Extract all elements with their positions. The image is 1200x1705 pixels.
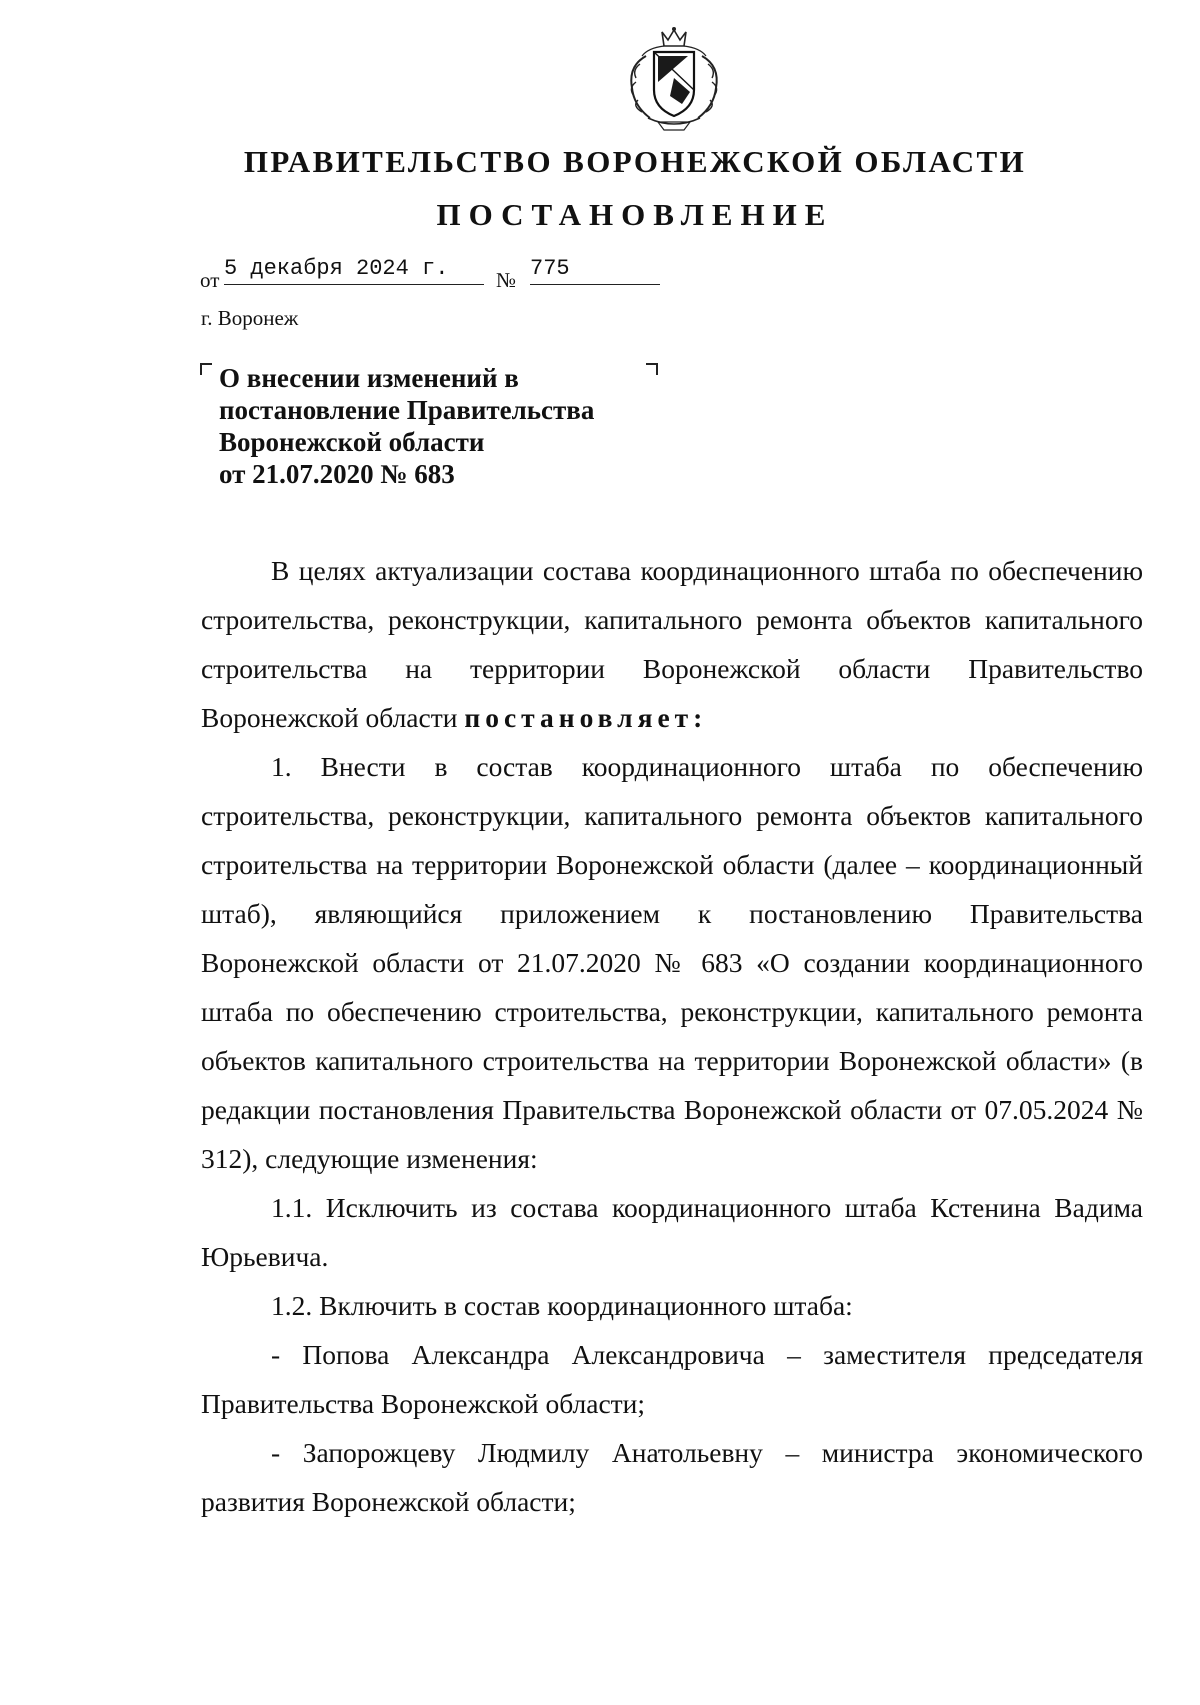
item-1-2-a-paragraph: - Попова Александра Александровича – заместителя председателя Правительства Воронежской области; xyxy=(201,1339,1143,1419)
subject-line: от 21.07.2020 № 683 xyxy=(219,459,455,489)
preamble-text: В целях актуализации состава координационного штаба по обеспечению строительства, реконструкции, капитального ремонта объектов капитального строительства на территории Воронежской области Правительство Воронежской области xyxy=(201,555,1143,733)
date-prefix: от xyxy=(200,268,220,292)
preamble-paragraph xyxy=(201,546,1143,742)
number-prefix: № xyxy=(496,268,517,292)
document-date: 5 декабря 2024 г. xyxy=(224,256,484,285)
subject-line: постановление Правительства xyxy=(219,395,595,425)
document-subject xyxy=(219,362,679,490)
document-number: 775 xyxy=(530,256,660,285)
city-label: г. Воронеж xyxy=(201,306,299,330)
item-1-paragraph: 1. Внести в состав координационного штаба по обеспечению строительства, реконструкции, капитального ремонта объектов капитального строительства на территории Воронежской области (далее – координационный штаб), являющийся приложением к постановлению Правительства Воронежской области от 21.07.2020 № 683 «О создании координационного штаба по обеспечению строительства, реконструкции, капитального ремонта объектов капитального строительства на территории Воронежской области» (в редакции постановления Правительства Воронежской области от 07.05.2024 № 312), следующие изменения: xyxy=(201,751,1143,1174)
document-type-title: ПОСТАНОВЛЕНИЕ xyxy=(436,197,834,232)
subject-line: Воронежской области xyxy=(219,427,485,457)
government-title: ПРАВИТЕЛЬСТВО ВОРОНЕЖСКОЙ ОБЛАСТИ xyxy=(243,144,1027,179)
item-1-2-paragraph: 1.2. Включить в состав координационного штаба: xyxy=(271,1290,853,1321)
document-body xyxy=(201,546,1143,1526)
item-1-1-paragraph: 1.1. Исключить из состава координационного штаба Кстенина Вадима Юрьевича. xyxy=(201,1192,1143,1272)
item-1-2-b-paragraph: - Запорожцеву Людмилу Анатольевну – министра экономического развития Воронежской области; xyxy=(201,1437,1143,1517)
coat-of-arms-icon xyxy=(618,26,730,134)
decree-word: постановляет xyxy=(464,702,694,733)
subject-line: О внесении изменений в xyxy=(219,363,519,393)
decree-colon: : xyxy=(693,702,703,733)
subject-corner-left xyxy=(200,363,212,375)
